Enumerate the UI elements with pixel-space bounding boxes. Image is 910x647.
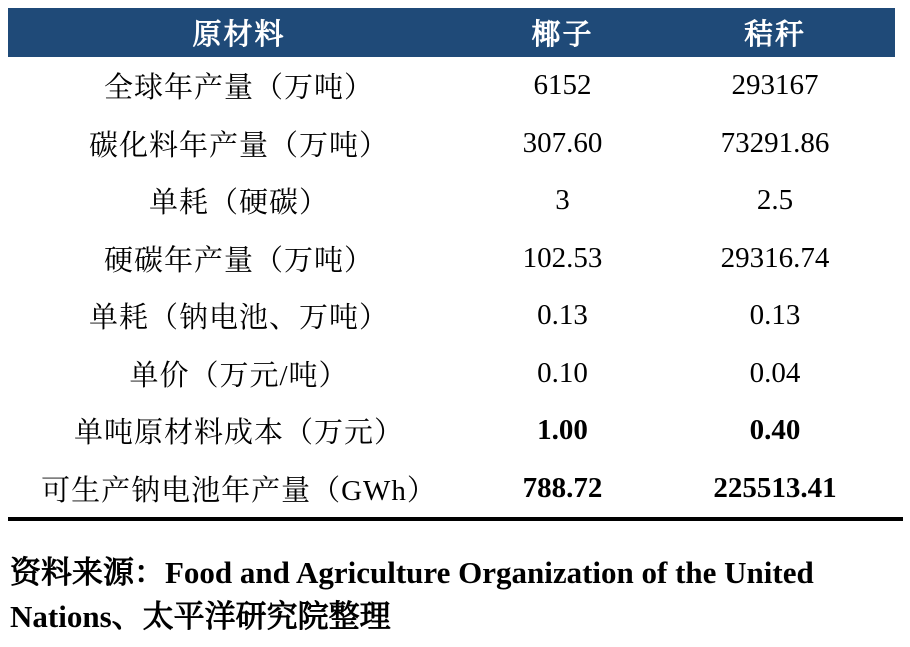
source-note-line2: Nations、太平洋研究院整理 xyxy=(10,599,391,634)
cell-straw-global-annual-output: 293167 xyxy=(731,69,819,102)
cell-straw-hard-carbon-output: 29316.74 xyxy=(720,241,830,274)
source-note xyxy=(10,551,902,639)
header-cell-material: 原材料 xyxy=(192,19,286,51)
cell-coconut-global-annual-output: 6152 xyxy=(533,69,592,102)
cell-straw-unit-consumption-hard-carbon: 2.5 xyxy=(756,184,794,217)
row-label-raw-material-cost-per-ton: 单吨原材料成本（万元） xyxy=(73,417,404,450)
row-label-global-annual-output: 全球年产量（万吨） xyxy=(103,72,374,105)
row-label-unit-price: 单价（万元/吨） xyxy=(129,359,349,392)
cell-coconut-sodium-battery-annual-capacity: 788.72 xyxy=(522,471,603,504)
header-cell-coconut: 椰子 xyxy=(531,19,594,51)
cell-straw-unit-price: 0.04 xyxy=(749,356,801,389)
materials-cost-table xyxy=(8,8,895,517)
row-label-unit-consumption-sodium-battery: 单耗（钠电池、万吨） xyxy=(88,302,389,335)
source-note-line1: 资料来源：Food and Agriculture Organization of the United xyxy=(10,555,814,590)
cell-coconut-unit-consumption-sodium-battery: 0.13 xyxy=(537,299,588,332)
cell-coconut-raw-material-cost-per-ton: 1.00 xyxy=(537,414,588,447)
table-header-row xyxy=(8,8,895,57)
row-label-hard-carbon-output: 硬碳年产量（万吨） xyxy=(103,244,374,277)
cell-straw-unit-consumption-sodium-battery: 0.13 xyxy=(749,299,801,332)
row-label-unit-consumption-hard-carbon: 单耗（硬碳） xyxy=(148,187,329,220)
cell-straw-raw-material-cost-per-ton: 0.40 xyxy=(749,414,801,447)
cell-straw-carbonized-output: 73291.86 xyxy=(720,126,830,159)
table-body xyxy=(8,57,895,517)
row-label-sodium-battery-annual-capacity: 可生产钠电池年产量（GWh） xyxy=(41,474,437,507)
cell-straw-sodium-battery-annual-capacity: 225513.41 xyxy=(713,471,837,504)
row-label-carbonized-output: 碳化料年产量（万吨） xyxy=(88,129,389,162)
cell-coconut-unit-consumption-hard-carbon: 3 xyxy=(555,184,570,217)
cell-coconut-carbonized-output: 307.60 xyxy=(522,126,603,159)
cell-coconut-unit-price: 0.10 xyxy=(537,356,588,389)
header-cell-straw: 秸秆 xyxy=(743,19,806,51)
table-bottom-rule xyxy=(8,517,903,521)
cell-coconut-hard-carbon-output: 102.53 xyxy=(522,241,603,274)
